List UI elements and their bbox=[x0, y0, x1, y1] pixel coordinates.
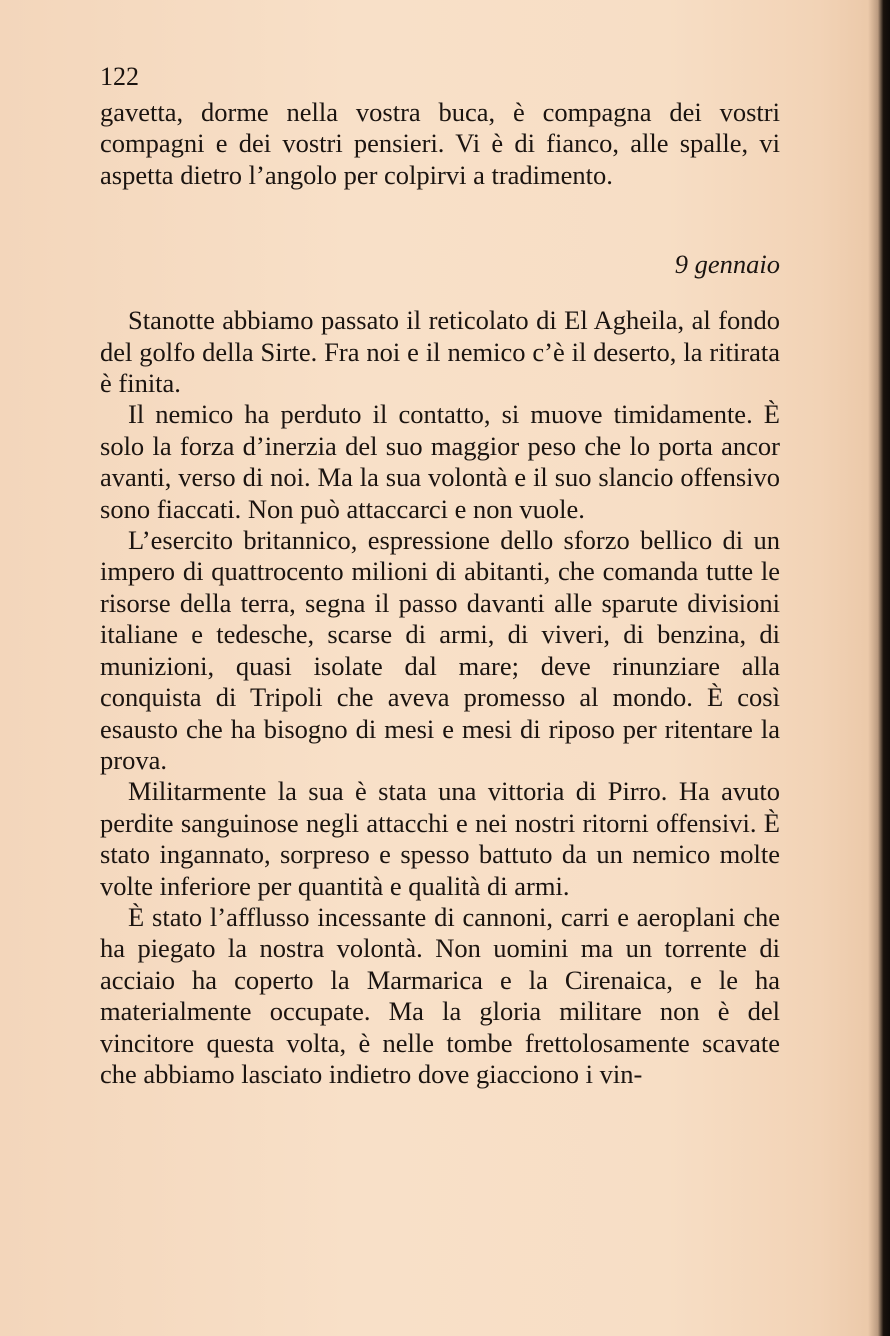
paragraph: Il nemico ha perduto il contatto, si muove timidamente. È solo la forza d’inerzia del suo maggior peso che lo porta ancor avanti, verso di noi. Ma la sua volontà e il suo slancio offensivo sono fiaccati. Non può attaccarci e non vuole. bbox=[100, 399, 780, 524]
paragraph: L’esercito britannico, espressione dello sforzo bellico di un impero di quattrocento milioni di abitanti, che comanda tutte le risorse della terra, segna il passo davanti alle sparute divisioni italiane e tedesche, scarse di armi, di viveri, di benzina, di munizioni, quasi isolate dal mare; deve rinunziare alla conquista di Tripoli che aveva promesso al mondo. È così esausto che ha bisogno di mesi e mesi di riposo per ritentare la prova. bbox=[100, 525, 780, 775]
paragraph: Stanotte abbiamo passato il reticolato di El Agheila, al fondo del golfo della Sirte. Fra noi e il nemico c’è il deserto, la ritirata è finita. bbox=[100, 305, 780, 399]
paragraph-continuation: gavetta, dorme nella vostra buca, è compagna dei vostri compagni e dei vostri pensieri. Vi è di fianco, alle spalle, vi aspetta dietro l’angolo per colpirvi a tradimento. bbox=[100, 97, 780, 190]
paragraph: È stato l’afflusso incessante di cannoni, carri e aeroplani che ha piegato la nostra volontà. Non uomini ma un torrente di acciaio ha coperto la Marmarica e la Cirenaica, e le ha materialmente occupate. Ma la gloria militare non è del vincitore questa volta, è nelle tombe frettolosamente scavate che abbiamo lasciato indietro dove giacciono i vin- bbox=[100, 901, 780, 1089]
date-heading: 9 gennaio bbox=[674, 249, 780, 280]
page-binding-edge bbox=[868, 0, 890, 1336]
paragraph: Militarmente la sua è stata una vittoria di Pirro. Ha avuto perdite sanguinose negli attacchi e nei nostri ritorni offensivi. È stato ingannato, sorpreso e spesso battuto da un nemico molte volte inferiore per quantità e qualità di armi. bbox=[100, 776, 780, 901]
page-number: 122 bbox=[100, 62, 139, 91]
page-text-block bbox=[100, 60, 780, 1090]
